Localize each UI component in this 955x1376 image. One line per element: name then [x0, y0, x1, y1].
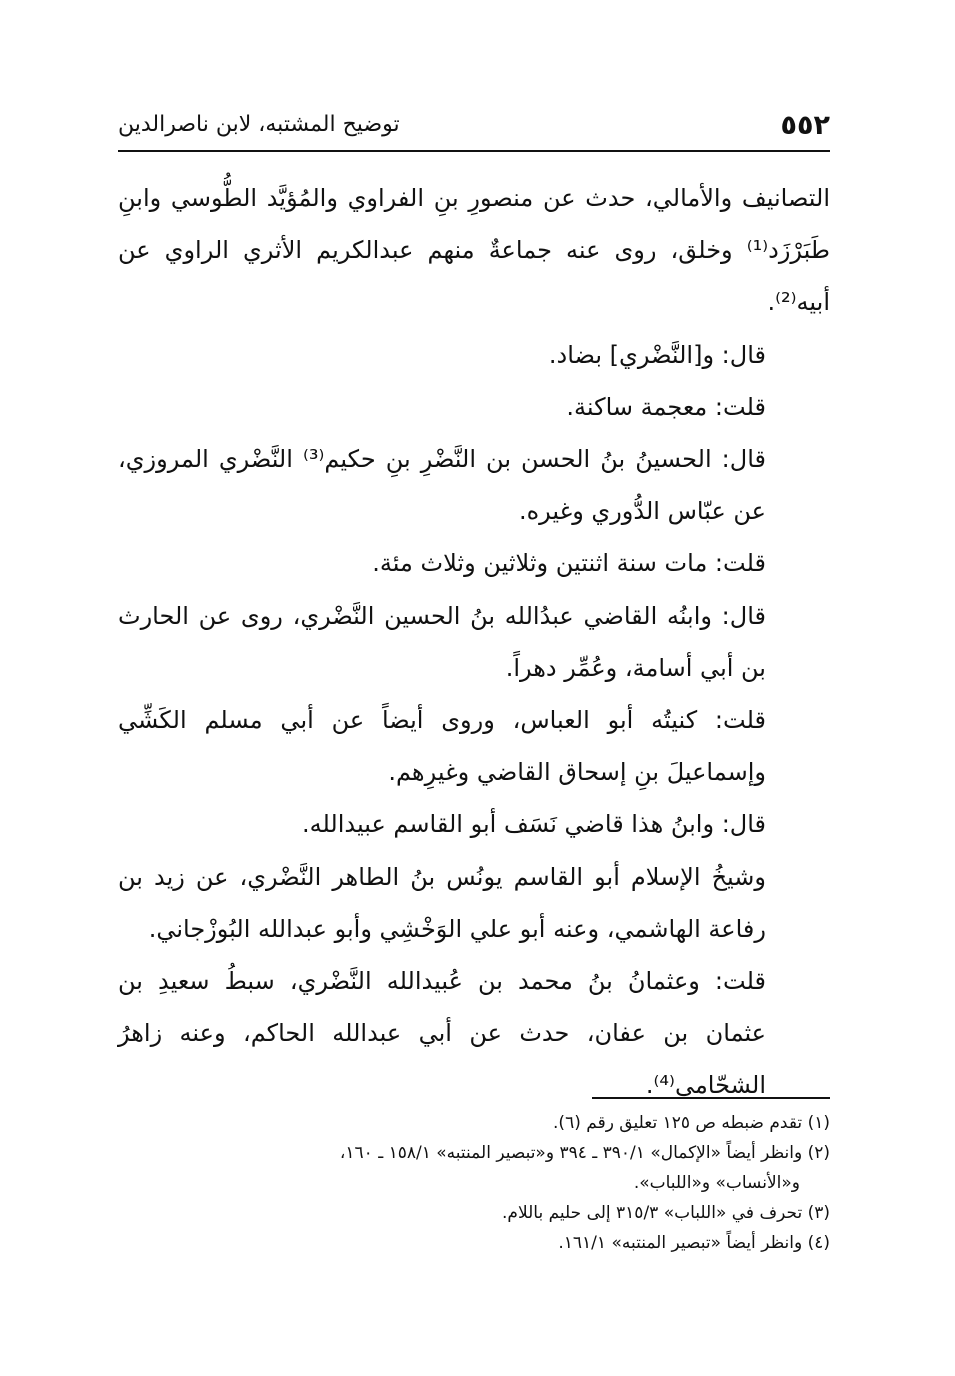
- footnote: (٤) وانظر أيضاً «تبصير المنتبه» ١٦١/١.: [558, 1233, 830, 1253]
- paragraph: قال: و[النَّضْري] بضاد.: [548, 340, 766, 369]
- header-rule: [118, 150, 830, 152]
- paragraph: التصانيف والأمالي، حدث عن منصورِ بنِ الفراوي والمُؤيَّد الطُّوسي وابنِ طَبَرْزَد⁽¹⁾ وخلق، روى عنه جماعةٌ منهم عبدالكريم الأثري الراوي عن أبيه⁽²⁾.: [118, 184, 830, 317]
- footnote: (٢) وانظر أيضاً «الإكمال» ٣٩٠/١ ـ ٣٩٤ و«تبصير المنتبه» ١٥٨/١ ـ ١٦٠،: [339, 1143, 830, 1163]
- paragraph: وشيخُ الإسلام أبو القاسم يونُس بنُ الطاهر النَّضْري، عن زيد بن رفاعة الهاشمي، وعنه أبو علي الوَخْشِي وأبو عبدالله البُوزْجاني.: [118, 862, 766, 943]
- paragraph: قلت: معجمة ساكنة.: [566, 392, 766, 421]
- paragraph: قلت: وعثمانُ بنُ محمد بن عُبيدالله النَّضْري، سبطُ سعيدِ بن عثمان بن عفان، حدث عن أبي عبدالله الحاكم، وعنه زاهرُ الشحّامي⁽⁴⁾.: [118, 967, 766, 1100]
- paragraph: قلت: كنيتُه أبو العباس، وروى أيضاً عن أبي مسلم الكَشِّي وإسماعيلَ بنِ إسحاق القاضي وغيرِهم.: [118, 706, 766, 787]
- footnote-continuation: و«الأنساب» و«اللباب».: [633, 1173, 800, 1193]
- page-header: [118, 108, 830, 148]
- footnote-rule: [592, 1097, 830, 1099]
- paragraph: قال: الحسينُ بنُ الحسن بن النَّضْرِ بنِ حكيم⁽³⁾ النَّضْري المروزي، عن عبّاس الدُّوري وغيره.: [118, 445, 766, 526]
- page-number: ٥٥٢: [780, 110, 830, 141]
- footnote: (١) تقدم ضبطه ص ١٢٥ تعليق رقم (٦).: [553, 1113, 830, 1133]
- main-text: [118, 172, 830, 1112]
- paragraph: قلت: مات سنة اثنتين وثلاثين وثلاث مئة.: [372, 549, 766, 578]
- footnotes: [118, 1108, 830, 1258]
- footnote: (٣) تحرف في «اللباب» ٣١٥/٣ إلى حليم باللام.: [502, 1203, 830, 1223]
- paragraph: قال: وابنُ هذا قاضي نَسَف أبو القاسم عبيدالله.: [301, 810, 766, 839]
- running-title: توضيح المشتبه، لابن ناصرالدين: [118, 112, 400, 137]
- paragraph: قال: وابنُه القاضي عبدُالله بنُ الحسين النَّضْري، روى عن الحارث بن أبي أسامة، وعُمِّر دهراً.: [118, 601, 766, 682]
